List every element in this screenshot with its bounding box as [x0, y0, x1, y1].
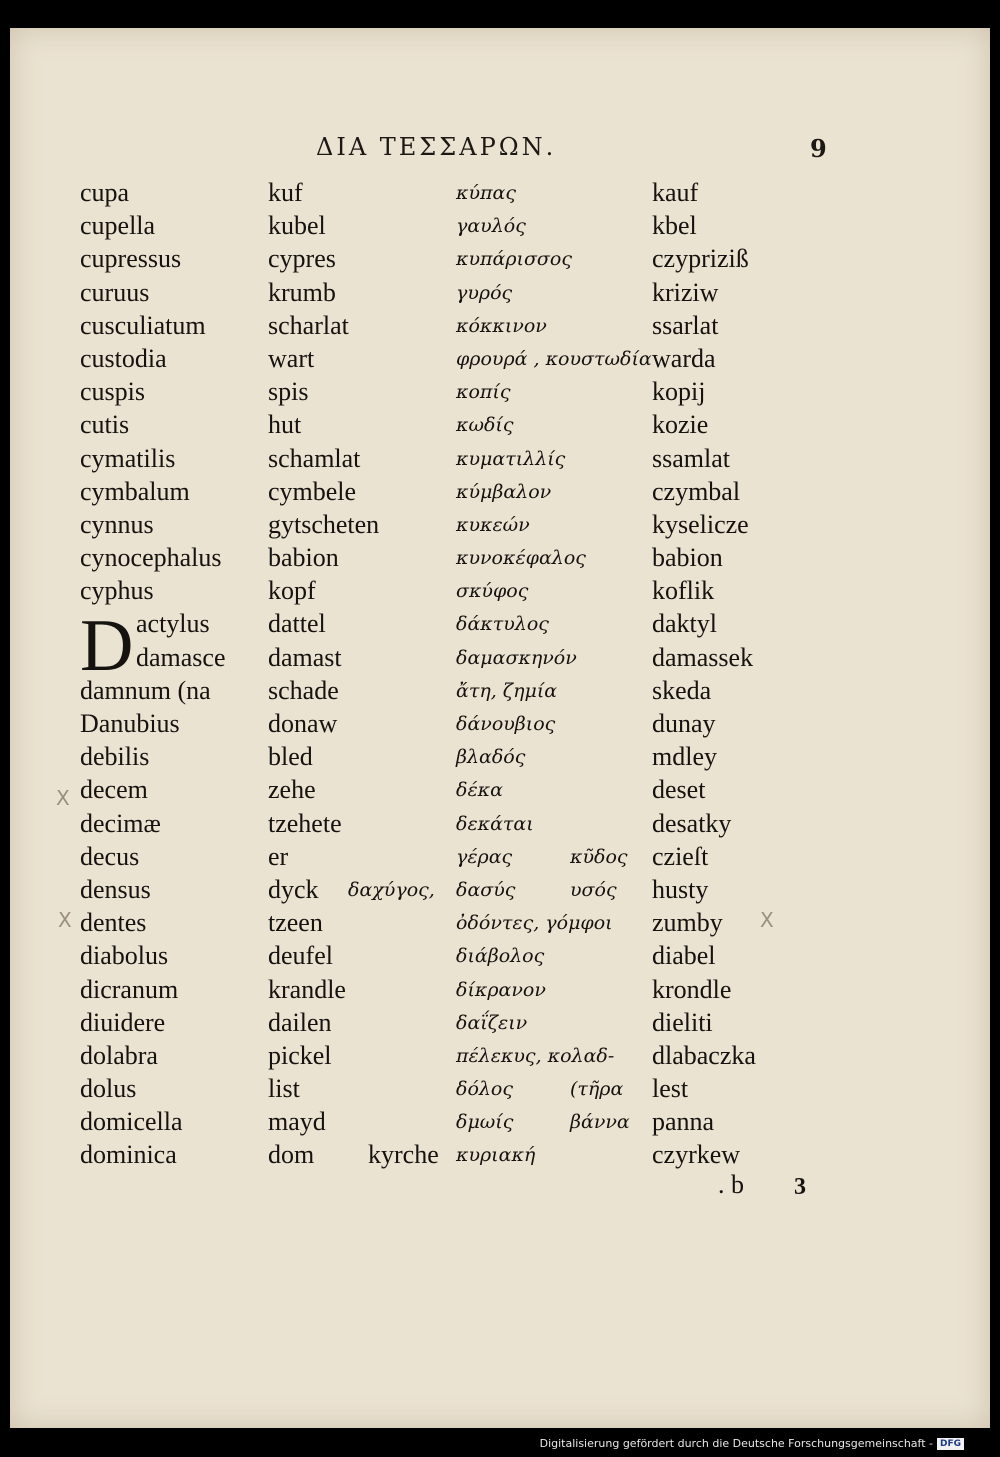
- latin-word: damasce: [136, 642, 226, 672]
- german-word: schade: [268, 675, 339, 705]
- german-word: scharlat: [268, 310, 349, 340]
- latin-word: diabolus: [80, 941, 169, 971]
- margin-mark: X: [58, 908, 72, 932]
- entry-row: [80, 410, 800, 443]
- czech-word: dunay: [652, 709, 716, 738]
- german-word: pickel: [268, 1040, 332, 1070]
- latin-word: actylus: [136, 609, 210, 639]
- greek-word-alt: (τῆρα: [570, 1078, 624, 1101]
- drop-initial: D: [80, 605, 134, 687]
- entry-row: [80, 344, 800, 377]
- latin-word: diuidere: [80, 1007, 166, 1037]
- greek-word: σκύφος: [456, 580, 529, 603]
- latin-word: cynnus: [80, 509, 154, 539]
- latin-word: cymbalum: [80, 476, 190, 506]
- czech-word: babion: [652, 543, 723, 573]
- latin-word: dolus: [80, 1074, 137, 1104]
- greek-word: κυνοκέφαλος: [456, 547, 586, 570]
- latin-word: cusculiatum: [80, 310, 206, 340]
- latin-word: cupella: [80, 211, 156, 241]
- german-word: wart: [268, 343, 315, 373]
- greek-word-alt: βάννα: [570, 1111, 630, 1134]
- czech-word: ssarlat: [652, 310, 719, 340]
- czech-word: warda: [652, 343, 716, 373]
- entry-row: [80, 211, 800, 244]
- latin-word: cynocephalus: [80, 543, 222, 573]
- entry-row: [80, 1008, 800, 1041]
- entry-row: [80, 742, 800, 775]
- greek-word: κυριακή: [456, 1144, 536, 1167]
- entry-row: [80, 1140, 800, 1173]
- czech-word: damassek: [652, 642, 754, 672]
- entry-row: [80, 543, 800, 576]
- greek-word: βλαδός: [456, 746, 526, 769]
- entry-row: [80, 576, 800, 609]
- entry-row: [80, 875, 800, 908]
- entry-row: [80, 377, 800, 410]
- greek-word-extra: δαχύγος,: [348, 878, 435, 901]
- greek-word: δαμασκηνόν: [456, 646, 577, 669]
- entry-row: [80, 941, 800, 974]
- german-word: mayd: [268, 1107, 326, 1137]
- latin-word: debilis: [80, 742, 150, 772]
- greek-word-alt: κῦδος: [570, 845, 628, 868]
- page-number: 9: [810, 134, 827, 163]
- german-word: list: [268, 1074, 300, 1104]
- german-word: cymbele: [268, 476, 357, 506]
- german-word: deufel: [268, 941, 333, 971]
- german-word: dailen: [268, 1007, 332, 1037]
- latin-word: cupa: [80, 178, 130, 207]
- czech-word: kyselicze: [652, 509, 749, 539]
- czech-word: kopij: [652, 377, 706, 407]
- entry-row: [80, 775, 800, 808]
- german-word: kubel: [268, 211, 326, 241]
- entry-row: [80, 676, 800, 709]
- entry-row: [80, 842, 800, 875]
- latin-word: decem: [80, 775, 148, 805]
- czech-word: zumby: [652, 908, 723, 938]
- margin-mark: X: [56, 786, 70, 810]
- czech-word: diabel: [652, 941, 716, 971]
- czech-word: mdley: [652, 742, 717, 772]
- german-word: spis: [268, 377, 309, 407]
- latin-word: dominica: [80, 1140, 177, 1170]
- german-word: hut: [268, 410, 302, 440]
- entry-row: [80, 178, 800, 211]
- entry-row: [80, 444, 800, 477]
- czech-word: czymbal: [652, 476, 741, 506]
- german-word: zehe: [268, 775, 316, 805]
- german-word: krandle: [268, 974, 346, 1004]
- entry-row: [80, 643, 800, 676]
- greek-word: ἄτη, ζημία: [456, 679, 558, 702]
- entry-row: [80, 311, 800, 344]
- german-word: donaw: [268, 709, 338, 738]
- czech-word: czieſt: [652, 841, 709, 871]
- entry-row: [80, 908, 800, 941]
- signature-mark: 3: [794, 1174, 806, 1200]
- greek-word: γαυλός: [456, 215, 526, 238]
- greek-word: κυπάρισσος: [456, 248, 572, 271]
- greek-word-alt: υσός: [570, 878, 617, 901]
- german-word: dom: [268, 1140, 315, 1170]
- greek-word: κυκεών: [456, 513, 530, 536]
- footer-credit: [540, 1437, 964, 1450]
- latin-word: dicranum: [80, 974, 179, 1004]
- german-word: gytscheten: [268, 509, 380, 539]
- latin-word: custodia: [80, 343, 167, 373]
- greek-word: κύμβαλον: [456, 480, 552, 503]
- latin-word: cutis: [80, 410, 130, 440]
- greek-word: διάβολος: [456, 945, 545, 968]
- latin-word: cyphus: [80, 576, 154, 606]
- entry-row: [80, 709, 800, 742]
- latin-word: domicella: [80, 1107, 183, 1137]
- german-word-extra: kyrche: [368, 1140, 439, 1170]
- german-word: tzehete: [268, 808, 342, 838]
- greek-word: δόλος: [456, 1078, 513, 1101]
- greek-word: γυρός: [456, 281, 513, 304]
- greek-word: φρουρά , κουστωδία: [456, 347, 652, 370]
- latin-word: damnum (na: [80, 675, 211, 705]
- czech-word: dlabaczka: [652, 1040, 756, 1070]
- greek-word: κυματιλλίς: [456, 447, 566, 470]
- german-word: er: [268, 841, 289, 871]
- greek-word: κωδίς: [456, 414, 514, 437]
- german-word: tzeen: [268, 908, 323, 938]
- german-word: krumb: [268, 277, 336, 307]
- czech-word: kozie: [652, 410, 709, 440]
- czech-word: koflik: [652, 576, 715, 606]
- greek-word: δεκάται: [456, 812, 534, 835]
- greek-word: δίκρανον: [456, 978, 546, 1001]
- czech-word: kriziw: [652, 277, 719, 307]
- entry-row: [80, 244, 800, 277]
- margin-mark: X: [760, 908, 774, 932]
- latin-word: cupressus: [80, 244, 182, 274]
- greek-word: δαΐζειν: [456, 1011, 528, 1034]
- german-word: kuf: [268, 178, 303, 207]
- entry-row: [80, 809, 800, 842]
- czech-word: husty: [652, 874, 709, 904]
- running-head: ΔΙΑ ΤΕΣΣΑΡΩΝ.: [316, 133, 557, 161]
- german-word: schamlat: [268, 443, 361, 473]
- czech-word: dieliti: [652, 1007, 713, 1037]
- latin-word: dentes: [80, 908, 147, 938]
- czech-word: skeda: [652, 675, 712, 705]
- german-word: dattel: [268, 609, 326, 639]
- greek-word: δάκτυλος: [456, 613, 549, 636]
- entry-row: [80, 1074, 800, 1107]
- catchword: . b: [718, 1170, 744, 1199]
- german-word: damast: [268, 642, 342, 672]
- czech-word: desatky: [652, 808, 732, 838]
- greek-word: κύπας: [456, 182, 516, 204]
- greek-word: ὀδόντες, γόμφοι: [456, 912, 613, 935]
- german-word: cypres: [268, 244, 336, 274]
- latin-word: decus: [80, 841, 140, 871]
- czech-word: czyrkew: [652, 1140, 741, 1170]
- latin-word: Danubius: [80, 709, 180, 738]
- german-word: bled: [268, 742, 313, 772]
- latin-word: decimæ: [80, 808, 161, 838]
- footer-text: Digitalisierung gefördert durch die Deutsche Forschungsgemeinschaft -: [539, 1437, 933, 1450]
- entry-row: [80, 975, 800, 1008]
- entry-row: [80, 609, 800, 642]
- greek-word: δασύς: [456, 878, 516, 901]
- vocabulary-table: [80, 178, 800, 1174]
- greek-word: γέρας: [456, 845, 513, 868]
- dfg-logo: DFG: [937, 1438, 964, 1450]
- entry-row: [80, 510, 800, 543]
- greek-word: δμωίς: [456, 1111, 514, 1134]
- czech-word: kbel: [652, 211, 697, 241]
- czech-word: daktyl: [652, 609, 717, 639]
- greek-word: κόκκινον: [456, 314, 547, 337]
- german-word: dyck: [268, 874, 319, 904]
- greek-word: δέκα: [456, 779, 503, 802]
- greek-word: δάνουβιος: [456, 713, 556, 735]
- latin-word: curuus: [80, 277, 150, 307]
- entry-row: [80, 1107, 800, 1140]
- czech-word: panna: [652, 1107, 715, 1137]
- greek-word: πέλεκυς, κολαδ-: [456, 1044, 615, 1067]
- czech-word: ssamlat: [652, 443, 730, 473]
- german-word: kopf: [268, 576, 316, 606]
- czech-word: krondle: [652, 974, 732, 1004]
- czech-word: lest: [652, 1074, 689, 1104]
- czech-word: kauf: [652, 178, 699, 207]
- greek-word: κοπίς: [456, 381, 511, 404]
- latin-word: cymatilis: [80, 443, 176, 473]
- german-word: babion: [268, 543, 339, 573]
- czech-word: czypriziß: [652, 244, 749, 274]
- entry-row: [80, 477, 800, 510]
- entry-row: [80, 1041, 800, 1074]
- latin-word: cuspis: [80, 377, 145, 407]
- czech-word: deset: [652, 775, 706, 805]
- latin-word: dolabra: [80, 1040, 158, 1070]
- entry-row: [80, 278, 800, 311]
- latin-word: densus: [80, 874, 151, 904]
